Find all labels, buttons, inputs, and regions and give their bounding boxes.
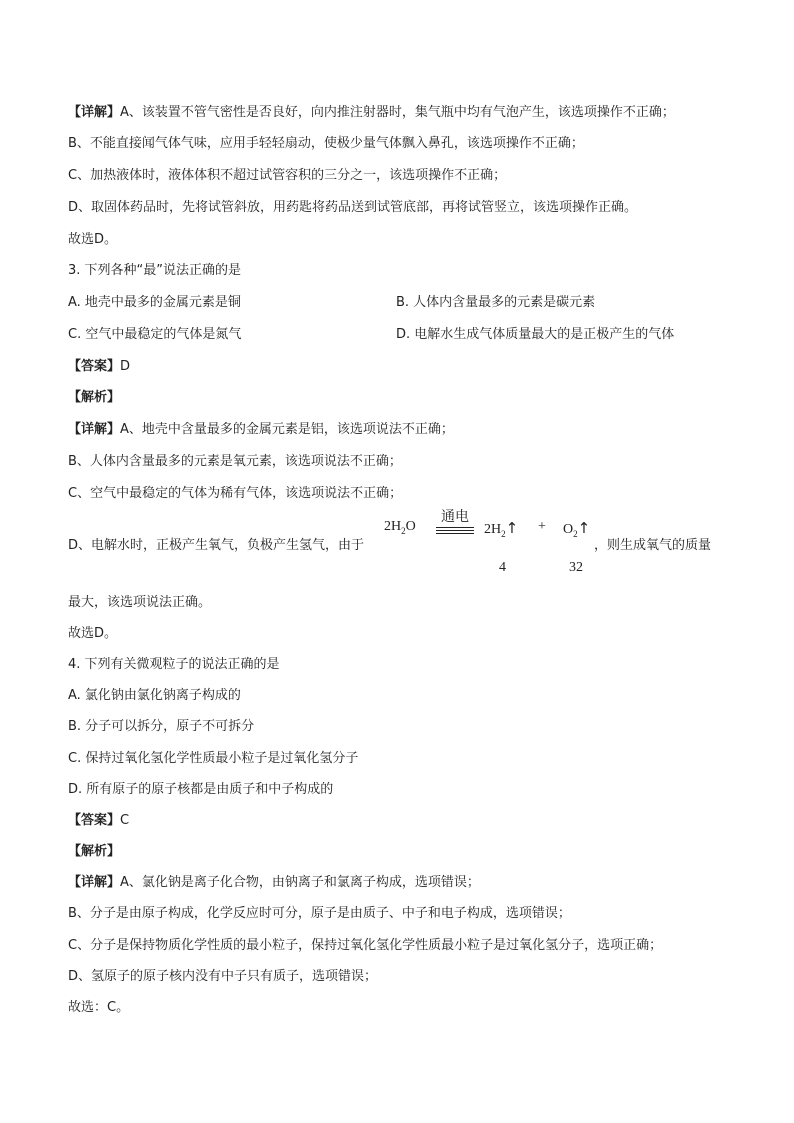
equation-plus: +: [538, 519, 546, 534]
q4-explain-line-a: 【详解】A、氯化钠是离子化合物，由钠离子和氯离子构成，选项错误；: [68, 875, 480, 890]
answer-tag: 【答案】: [68, 813, 121, 828]
equation-bar-bottom: [436, 533, 474, 534]
q4-stem: 4. 下列有关微观粒子的说法正确的是: [68, 657, 280, 672]
answer-value: C: [120, 813, 130, 828]
equation-mass-hydrogen: 4: [499, 560, 506, 575]
q3-explain-line-d-prefix: D、电解水时，正极产生氧气，负极产生氢气，由于: [68, 538, 365, 553]
q2-conclusion: 故选D。: [68, 232, 118, 247]
q2-explain-line-a: 【详解】A、该装置不管气密性是否良好，向内推注射器时，集气瓶中均有气泡产生，该选项操作不正确；: [68, 105, 675, 120]
q4-answer: [68, 812, 129, 830]
q3-analysis-tag: 【解析】: [68, 390, 121, 405]
q3-answer: [68, 358, 130, 376]
q3-option-d: D. 电解水生成气体质量最大的是正极产生的气体: [396, 327, 675, 342]
q3-explain-line-c: C、空气中最稳定的气体为稀有气体，该选项说法不正确；: [68, 486, 403, 501]
answer-value: D: [120, 359, 131, 374]
q2-explain-line-d: D、取固体药品时，先将试管斜放，用药匙将药品送到试管底部，再将试管竖立，该选项操作正确。: [68, 200, 638, 215]
equation-product-oxygen: $O_2↑$: [563, 519, 591, 539]
q3-stem: 3. 下列各种“最”说法正确的是: [68, 263, 242, 278]
equation-bar-middle: [436, 530, 474, 531]
q4-explain-line-c: C、分子是保持物质化学性质的最小粒子，保持过氧化氢化学性质最小粒子是过氧化氢分子，选项正确；: [68, 938, 663, 953]
q3-explain-line-a: 【详解】A、地壳中含量最多的金属元素是铝，该选项说法不正确；: [68, 422, 454, 437]
explain-tag: 【详解】: [68, 105, 121, 120]
explain-tag: 【详解】: [68, 422, 121, 437]
equation-reactant: $2H_2O$: [384, 519, 416, 536]
q4-option-a: A. 氯化钠由氯化钠离子构成的: [68, 688, 241, 703]
q3-conclusion: 故选D。: [68, 626, 118, 641]
equation-mass-oxygen: 32: [569, 560, 583, 575]
q4-option-d: D. 所有原子的原子核都是由质子和中子构成的: [68, 782, 334, 797]
equation-bar-top: [436, 527, 474, 528]
q3-explain-line-d-cont: 最大，该选项说法正确。: [68, 595, 212, 610]
q3-explain-line-d-suffix: ，则生成氧气的质量: [594, 538, 712, 553]
q4-explain-line-b: B、分子是由原子构成，化学反应时可分，原子是由质子、中子和电子构成，选项错误；: [68, 906, 571, 921]
q4-explain-line-d: D、氢原子的原子核内没有中子只有质子，选项错误；: [68, 969, 378, 984]
gas-arrow-icon: ↑: [577, 519, 591, 537]
equation-product-hydrogen: $2H_2↑$: [484, 519, 519, 539]
q2-explain-line-c: C、加热液体时，液体体积不超过试管容积的三分之一，该选项操作不正确；: [68, 168, 507, 183]
q3-option-a: A. 地壳中最多的金属元素是铜: [68, 295, 241, 310]
explain-tag: 【详解】: [68, 875, 121, 890]
gas-arrow-icon: ↑: [505, 519, 519, 537]
q3-option-b: B. 人体内含量最多的元素是碳元素: [396, 295, 596, 310]
answer-tag: 【答案】: [68, 359, 121, 374]
q3-explain-line-b: B、人体内含量最多的元素是氧元素，该选项说法不正确；: [68, 454, 402, 469]
equation-condition: 通电: [441, 509, 469, 525]
q3-option-c: C. 空气中最稳定的气体是氮气: [68, 327, 242, 342]
q4-analysis-tag: 【解析】: [68, 844, 121, 859]
q4-conclusion: 故选：C。: [68, 1000, 130, 1015]
q4-option-b: B. 分子可以拆分，原子不可拆分: [68, 719, 255, 734]
q4-option-c: C. 保持过氧化氢化学性质最小粒子是过氧化氢分子: [68, 751, 359, 766]
q2-explain-line-b: B、不能直接闻气体气味，应用手轻轻扇动，使极少量气体飘入鼻孔，该选项操作不正确；: [68, 136, 584, 151]
